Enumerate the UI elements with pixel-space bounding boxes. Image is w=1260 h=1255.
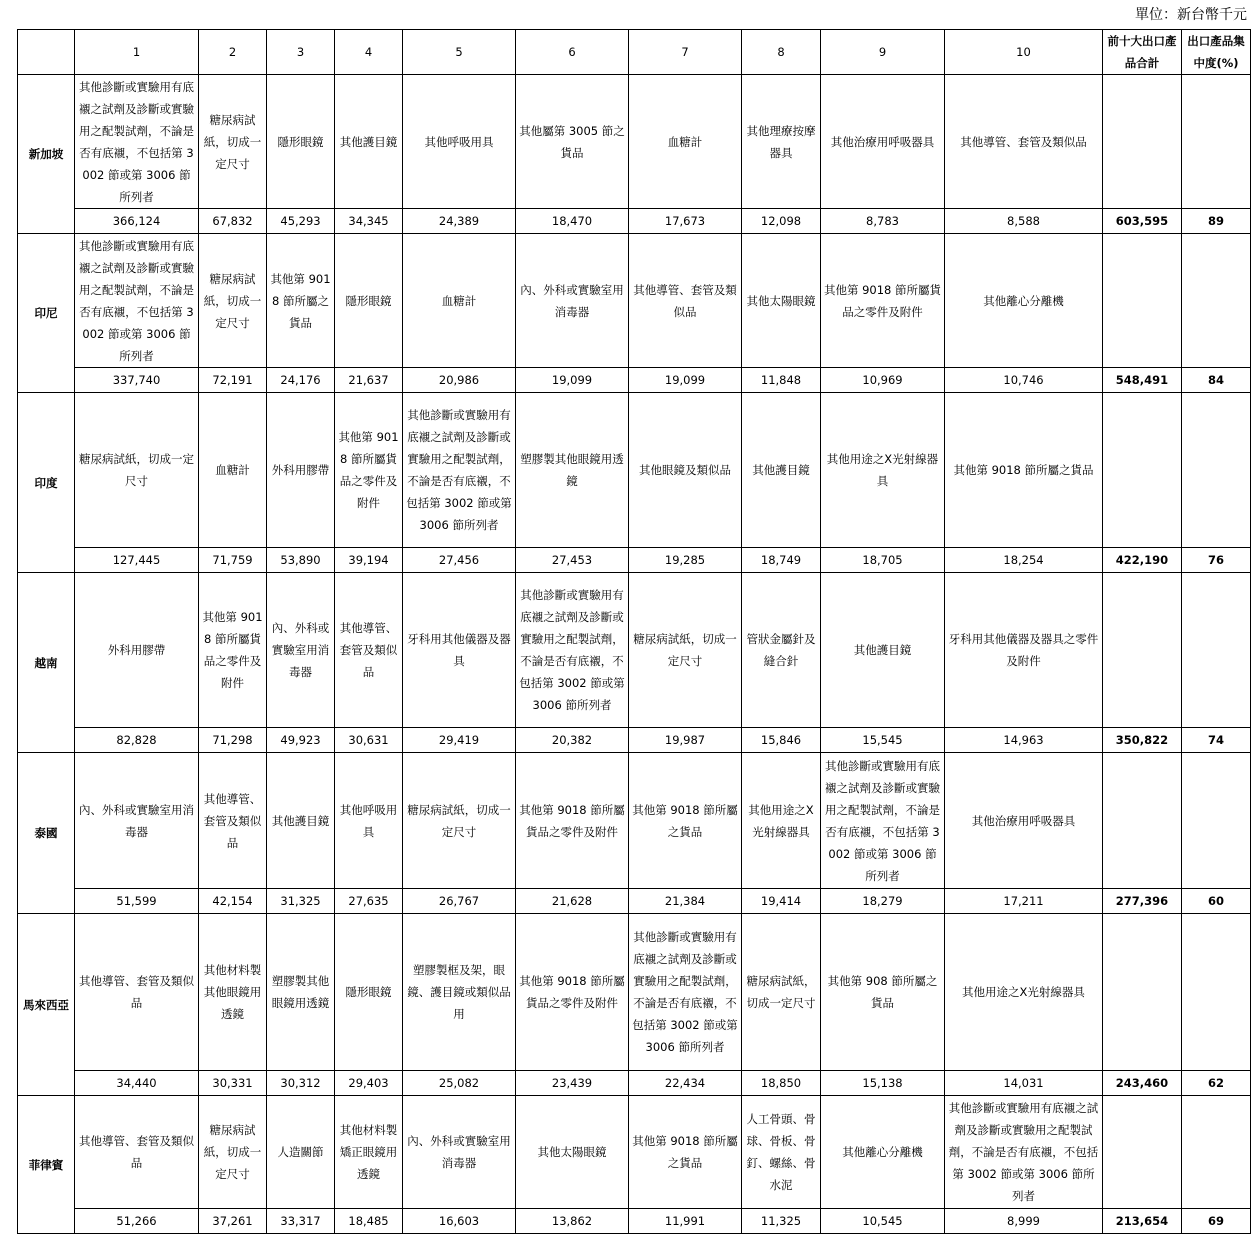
product-name: 其他診斷或實驗用有底襯之試劑及診斷或實驗用之配製試劑，不論是否有底襯，不包括第 3002 節或第 3006 節所列者	[516, 573, 629, 728]
export-value: 49,923	[267, 728, 335, 753]
export-value: 8,588	[945, 209, 1103, 234]
product-name: 內、外科或實驗室用消毒器	[403, 1096, 516, 1209]
export-value: 12,098	[742, 209, 821, 234]
export-value: 14,963	[945, 728, 1103, 753]
export-value: 19,099	[516, 368, 629, 393]
product-name: 其他第 908 節所屬之貨品	[821, 914, 945, 1071]
country-name: 印尼	[18, 234, 75, 393]
export-value: 51,266	[75, 1209, 199, 1234]
export-value: 20,986	[403, 368, 516, 393]
product-name: 其他診斷或實驗用有底襯之試劑及診斷或實驗用之配製試劑，不論是否有底襯，不包括第 3002 節或第 3006 節所列者	[403, 393, 516, 548]
product-name: 外科用膠帶	[267, 393, 335, 548]
empty-cell	[1103, 75, 1182, 209]
header-rank-7: 7	[629, 30, 742, 75]
product-name: 外科用膠帶	[75, 573, 199, 728]
product-name: 其他呼吸用具	[335, 753, 403, 889]
export-value: 15,846	[742, 728, 821, 753]
export-value: 11,991	[629, 1209, 742, 1234]
product-name: 其他導管、套管及類似品	[945, 75, 1103, 209]
product-name: 其他導管、套管及類似品	[75, 1096, 199, 1209]
product-row	[18, 573, 1251, 728]
export-value: 15,138	[821, 1071, 945, 1096]
total-value: 213,654	[1103, 1209, 1182, 1234]
product-name: 塑膠製框及架，眼鏡、護目鏡或類似品用	[403, 914, 516, 1071]
empty-cell	[1103, 914, 1182, 1071]
product-name: 糖尿病試紙，切成一定尺寸	[199, 234, 267, 368]
header-rank-4: 4	[335, 30, 403, 75]
product-name: 其他離心分離機	[945, 234, 1103, 368]
total-value: 422,190	[1103, 548, 1182, 573]
product-name: 牙科用其他儀器及器具之零件及附件	[945, 573, 1103, 728]
export-value: 18,850	[742, 1071, 821, 1096]
export-table	[17, 29, 1251, 1234]
export-value: 37,261	[199, 1209, 267, 1234]
export-value: 18,254	[945, 548, 1103, 573]
value-row	[18, 1209, 1251, 1234]
export-value: 18,749	[742, 548, 821, 573]
product-name: 其他導管、套管及類似品	[75, 914, 199, 1071]
concentration-value: 60	[1182, 889, 1251, 914]
product-name: 其他屬第 3005 節之貨品	[516, 75, 629, 209]
export-value: 25,082	[403, 1071, 516, 1096]
product-name: 其他第 9018 節所屬貨品之零件及附件	[335, 393, 403, 548]
product-name: 人工骨頭、骨球、骨板、骨釘、螺絲、骨水泥	[742, 1096, 821, 1209]
product-name: 隱形眼鏡	[335, 234, 403, 368]
product-row	[18, 234, 1251, 368]
export-value: 51,599	[75, 889, 199, 914]
header-rank-3: 3	[267, 30, 335, 75]
export-value: 72,191	[199, 368, 267, 393]
export-value: 71,759	[199, 548, 267, 573]
product-name: 糖尿病試紙，切成一定尺寸	[199, 1096, 267, 1209]
value-row	[18, 368, 1251, 393]
export-value: 34,440	[75, 1071, 199, 1096]
product-name: 其他第 9018 節所屬之貨品	[945, 393, 1103, 548]
export-value: 10,545	[821, 1209, 945, 1234]
product-name: 糖尿病試紙，切成一定尺寸	[199, 75, 267, 209]
product-name: 內、外科或實驗室用消毒器	[267, 573, 335, 728]
total-value: 603,595	[1103, 209, 1182, 234]
product-name: 其他導管、套管及類似品	[199, 753, 267, 889]
concentration-value: 89	[1182, 209, 1251, 234]
product-name: 其他用途之X光射線器具	[945, 914, 1103, 1071]
product-name: 其他眼鏡及類似品	[629, 393, 742, 548]
export-value: 29,403	[335, 1071, 403, 1096]
export-value: 82,828	[75, 728, 199, 753]
product-name: 其他診斷或實驗用有底襯之試劑及診斷或實驗用之配製試劑，不論是否有底襯，不包括第 3002 節或第 3006 節所列者	[945, 1096, 1103, 1209]
product-name: 其他診斷或實驗用有底襯之試劑及診斷或實驗用之配製試劑，不論是否有底襯，不包括第 3002 節或第 3006 節所列者	[75, 234, 199, 368]
export-value: 8,999	[945, 1209, 1103, 1234]
product-name: 其他用途之X光射線器具	[821, 393, 945, 548]
country-name: 越南	[18, 573, 75, 753]
export-value: 19,099	[629, 368, 742, 393]
empty-cell	[1182, 914, 1251, 1071]
country-name: 新加坡	[18, 75, 75, 234]
header-total: 前十大出口產品合計	[1103, 30, 1182, 75]
empty-cell	[1182, 393, 1251, 548]
export-value: 71,298	[199, 728, 267, 753]
country-name: 菲律賓	[18, 1096, 75, 1234]
export-value: 30,331	[199, 1071, 267, 1096]
export-value: 39,194	[335, 548, 403, 573]
product-name: 塑膠製其他眼鏡用透鏡	[516, 393, 629, 548]
export-value: 18,470	[516, 209, 629, 234]
product-name: 人造關節	[267, 1096, 335, 1209]
product-name: 其他護目鏡	[267, 753, 335, 889]
empty-cell	[1103, 393, 1182, 548]
export-value: 45,293	[267, 209, 335, 234]
export-value: 27,635	[335, 889, 403, 914]
total-value: 548,491	[1103, 368, 1182, 393]
empty-cell	[1182, 573, 1251, 728]
product-name: 內、外科或實驗室用消毒器	[75, 753, 199, 889]
export-value: 29,419	[403, 728, 516, 753]
product-name: 血糖計	[199, 393, 267, 548]
product-name: 其他第 9018 節所屬貨品之零件及附件	[516, 914, 629, 1071]
empty-cell	[1103, 234, 1182, 368]
export-value: 11,848	[742, 368, 821, 393]
empty-cell	[1182, 75, 1251, 209]
export-value: 17,211	[945, 889, 1103, 914]
country-name: 印度	[18, 393, 75, 573]
product-name: 其他呼吸用具	[403, 75, 516, 209]
header-corner	[18, 30, 75, 75]
export-value: 18,705	[821, 548, 945, 573]
concentration-value: 69	[1182, 1209, 1251, 1234]
product-name: 血糖計	[629, 75, 742, 209]
product-name: 其他太陽眼鏡	[516, 1096, 629, 1209]
value-row	[18, 209, 1251, 234]
empty-cell	[1182, 234, 1251, 368]
product-name: 其他材料製其他眼鏡用透鏡	[199, 914, 267, 1071]
export-value: 10,969	[821, 368, 945, 393]
total-value: 350,822	[1103, 728, 1182, 753]
concentration-value: 62	[1182, 1071, 1251, 1096]
export-value: 30,631	[335, 728, 403, 753]
header-rank-8: 8	[742, 30, 821, 75]
export-value: 19,414	[742, 889, 821, 914]
product-name: 其他第 9018 節所屬貨品之零件及附件	[199, 573, 267, 728]
export-value: 15,545	[821, 728, 945, 753]
product-name: 其他導管、套管及類似品	[629, 234, 742, 368]
header-rank-9: 9	[821, 30, 945, 75]
product-name: 其他第 9018 節所屬之貨品	[629, 1096, 742, 1209]
product-row	[18, 914, 1251, 1071]
export-value: 8,783	[821, 209, 945, 234]
product-name: 其他診斷或實驗用有底襯之試劑及診斷或實驗用之配製試劑，不論是否有底襯，不包括第 3002 節或第 3006 節所列者	[821, 753, 945, 889]
product-name: 血糖計	[403, 234, 516, 368]
export-value: 34,345	[335, 209, 403, 234]
export-value: 42,154	[199, 889, 267, 914]
header-rank-6: 6	[516, 30, 629, 75]
export-value: 31,325	[267, 889, 335, 914]
concentration-value: 84	[1182, 368, 1251, 393]
export-value: 21,628	[516, 889, 629, 914]
export-value: 18,279	[821, 889, 945, 914]
export-value: 53,890	[267, 548, 335, 573]
export-value: 13,862	[516, 1209, 629, 1234]
product-name: 其他第 9018 節所屬貨品之零件及附件	[821, 234, 945, 368]
product-name: 糖尿病試紙，切成一定尺寸	[75, 393, 199, 548]
export-value: 21,637	[335, 368, 403, 393]
export-value: 20,382	[516, 728, 629, 753]
empty-cell	[1182, 753, 1251, 889]
export-value: 27,456	[403, 548, 516, 573]
export-value: 337,740	[75, 368, 199, 393]
product-name: 其他護目鏡	[335, 75, 403, 209]
product-name: 其他太陽眼鏡	[742, 234, 821, 368]
product-name: 其他理療按摩器具	[742, 75, 821, 209]
product-name: 其他第 9018 節所屬貨品之零件及附件	[516, 753, 629, 889]
export-value: 33,317	[267, 1209, 335, 1234]
export-value: 27,453	[516, 548, 629, 573]
export-value: 23,439	[516, 1071, 629, 1096]
header-concentration: 出口產品集中度(%)	[1182, 30, 1251, 75]
export-value: 67,832	[199, 209, 267, 234]
export-value: 127,445	[75, 548, 199, 573]
product-name: 其他用途之X光射線器具	[742, 753, 821, 889]
value-row	[18, 889, 1251, 914]
unit-label: 單位：新台幣千元	[1135, 7, 1247, 23]
product-name: 其他診斷或實驗用有底襯之試劑及診斷或實驗用之配製試劑，不論是否有底襯，不包括第 3002 節或第 3006 節所列者	[75, 75, 199, 209]
product-name: 內、外科或實驗室用消毒器	[516, 234, 629, 368]
empty-cell	[1103, 573, 1182, 728]
empty-cell	[1103, 753, 1182, 889]
product-name: 隱形眼鏡	[267, 75, 335, 209]
product-name: 隱形眼鏡	[335, 914, 403, 1071]
product-name: 其他離心分離機	[821, 1096, 945, 1209]
export-value: 24,176	[267, 368, 335, 393]
header-rank-5: 5	[403, 30, 516, 75]
total-value: 277,396	[1103, 889, 1182, 914]
product-name: 其他治療用呼吸器具	[945, 753, 1103, 889]
export-value: 16,603	[403, 1209, 516, 1234]
product-row	[18, 753, 1251, 889]
export-value: 21,384	[629, 889, 742, 914]
product-name: 其他材料製矯正眼鏡用透鏡	[335, 1096, 403, 1209]
export-value: 18,485	[335, 1209, 403, 1234]
product-name: 其他治療用呼吸器具	[821, 75, 945, 209]
product-name: 其他第 9018 節所屬之貨品	[267, 234, 335, 368]
value-row	[18, 548, 1251, 573]
product-row	[18, 393, 1251, 548]
country-name: 泰國	[18, 753, 75, 914]
product-row	[18, 1096, 1251, 1209]
header-row	[18, 30, 1251, 75]
export-value: 19,285	[629, 548, 742, 573]
concentration-value: 74	[1182, 728, 1251, 753]
empty-cell	[1182, 1096, 1251, 1209]
export-value: 366,124	[75, 209, 199, 234]
country-name: 馬來西亞	[18, 914, 75, 1096]
product-name: 糖尿病試紙，切成一定尺寸	[403, 753, 516, 889]
product-name: 其他第 9018 節所屬之貨品	[629, 753, 742, 889]
header-rank-10: 10	[945, 30, 1103, 75]
concentration-value: 76	[1182, 548, 1251, 573]
export-value: 22,434	[629, 1071, 742, 1096]
export-value: 30,312	[267, 1071, 335, 1096]
export-value: 19,987	[629, 728, 742, 753]
product-name: 管狀金屬針及縫合針	[742, 573, 821, 728]
product-name: 其他診斷或實驗用有底襯之試劑及診斷或實驗用之配製試劑，不論是否有底襯，不包括第 3002 節或第 3006 節所列者	[629, 914, 742, 1071]
product-name: 糖尿病試紙，切成一定尺寸	[629, 573, 742, 728]
export-value: 17,673	[629, 209, 742, 234]
export-value: 11,325	[742, 1209, 821, 1234]
export-value: 26,767	[403, 889, 516, 914]
export-value: 14,031	[945, 1071, 1103, 1096]
product-name: 塑膠製其他眼鏡用透鏡	[267, 914, 335, 1071]
product-name: 牙科用其他儀器及器具	[403, 573, 516, 728]
product-row	[18, 75, 1251, 209]
product-name: 糖尿病試紙，切成一定尺寸	[742, 914, 821, 1071]
empty-cell	[1103, 1096, 1182, 1209]
header-rank-2: 2	[199, 30, 267, 75]
export-value: 10,746	[945, 368, 1103, 393]
header-rank-1: 1	[75, 30, 199, 75]
export-value: 24,389	[403, 209, 516, 234]
product-name: 其他護目鏡	[821, 573, 945, 728]
value-row	[18, 1071, 1251, 1096]
product-name: 其他護目鏡	[742, 393, 821, 548]
product-name: 其他導管、套管及類似品	[335, 573, 403, 728]
value-row	[18, 728, 1251, 753]
total-value: 243,460	[1103, 1071, 1182, 1096]
